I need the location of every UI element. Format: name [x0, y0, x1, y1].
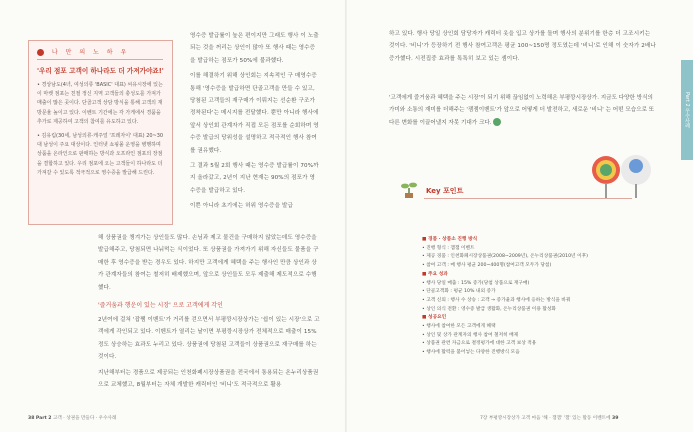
sprout-icon [400, 180, 418, 198]
left-footer [28, 415, 116, 421]
bullet-icon [37, 49, 44, 56]
key-line: • 고객 신뢰 : 행사 수 상승 : 고객 → 증가율과 행사에 응하는 방식을 바꿔 [422, 297, 571, 303]
key-points [404, 186, 636, 378]
page-number: 38 [28, 416, 35, 421]
key-title: Key 포인트 [426, 187, 464, 195]
key-line: • 행사 당일 매출 : 15% 증가(당첨 상품으로 재구매) [422, 280, 530, 286]
section-tab: Part 2 우수사례 [681, 60, 693, 160]
paragraph: 이를 해결하기 위해 상인회는 지속적인 구 매영수증 통해 '영수증을 발급하면 단골고객을 만들 수 있고, 당첨된 고객들의 재구매가 이뤄지는 선순환 구조가 정착된다'는 메시지를 전달했다. 뿐만 아니라 행사에 앞서 상인회 관계자가 직접 모든 점포를 순회하며 영수증 발급의 당위성을 설명하고 적극적인 행사 참여를 권유했다. [190, 73, 319, 154]
paragraph: 하고 있다. 행사 당일 상인회 담당자가 캐릭터 옷을 입고 상가를 돌며 행사의 분위기를 한층 더 고조시키는 것이다. '비니'가 등장하기 전 행사 참여고객은 평균 100~150명 정도였는데 '비니'로 인해 이 숫자가 2배나 증가했다. 시전집중 효과를 톡톡히 보고 있는 셈이다. [389, 31, 656, 62]
knowhow-header [37, 47, 129, 56]
left-para-2 [98, 314, 320, 394]
paragraph: 영수증 발급률이 높은 편이지만 그래도 행사 이 노출되는 것을 꺼리는 상인이 많아 또 행사 때는 영수증을 발급하는 점포가 50%에 불과했다. [190, 33, 319, 64]
footer-text: 고객 마음 '해 · 잼잼' '잼' 있는 활동 이벤트에 [521, 416, 611, 421]
left-column-2 [190, 30, 320, 216]
paragraph: 이쁜 아니라 초기에는 허위 영수증을 발급 [190, 203, 293, 210]
leaf-icon [493, 118, 501, 126]
left-para-1 [98, 232, 320, 297]
key-line: • 상품권 관련 자금으로 결정평가에 대한 고객 보상 적용 [422, 341, 537, 347]
knowhow-body [37, 81, 165, 183]
subheading: '즐거움과 행운이 있는 시장' 으로 고객에게 각인 [98, 302, 223, 309]
key-section-head: ■ 주요 성과 [422, 271, 448, 277]
knowhow-item: • 김유림(30세, 남성의류·캐주얼 '프레자이' 대표) 20~30대 남성이 주요 대상이다. 인터넷 쇼핑몰 운영을 병행하며 상품을 온라인으로 판매하는 방식과 오프라인 점포의 장점을 결합하고 있다. 우리 점포에 오는 고객들이 하나라도 더 가져갈 수 있도록 적극적으로 영수증을 발급해 드린다. [37, 133, 164, 176]
divider [424, 198, 632, 199]
key-line: • 상인 의식 전환 : 영수증 발급 생활화, 온누리상품권 이용 활성화 [422, 306, 556, 312]
divider [37, 59, 163, 60]
knowhow-title: '우리 점포 고객이 하나라도 더 가져가야죠!' [37, 67, 164, 75]
key-line: • 행사에 참여한 모든 고객에게 혜택 [422, 324, 496, 330]
key-section-head: ■ 성공요인 [422, 315, 447, 321]
paragraph: 지난해부터는 경품으로 제공되는 인천화폐시장상품권을 전국에서 통용되는 온누리상품권으로 교체했고, 8월부터는 자체 개발한 캐릭터인 '비니'도 적극적으로 활용 [98, 369, 319, 389]
paragraph: 해 상품권을 챙겨가는 상인들도 많다. 손님과 제고 물건을 구매하지 않았는데도 영수증을 발급해주고, 당첨되면 나눠먹는 식이었다. 또 상품권을 가져가기 위해 자신들도 물품을 구매한 후 영수증을 받는 경우도 있다. 하지만 고객에게 혜택을 주는 행사인 만큼 상인과 상가 관계자들의 참여는 철저히 배제했으며, 앞으로 상인들도 모두 제출해 제도적으로 수행했다. [98, 235, 319, 291]
key-list [422, 236, 642, 358]
paragraph: 2년여에 걸쳐 '잡쨈 이벤트'가 거리를 걷으면서 부평깡시장상가는 '쉽이 있는 시장'으로 고객에게 각인되고 있다. 이벤트가 열리는 날이면 부평깡시장상가 전체적으로 매출이 15% 정도 상승하는 효과도 누리고 있다. 상품권에 당첨된 고객들이 상품권으로 재구매를 하는 것이다. [98, 317, 320, 361]
key-section-head: ■ 경품 · 상품소 진행 방식 [422, 237, 478, 242]
knowhow-label: 나 만 의 노 하 우 [51, 49, 130, 56]
knowhow-item: • 경상남도(4녀, 여성의류 'BASIC' 대표) 씨유시장에 있는 이 마켓 점포는 친절 정신 지역 고객들의 충성도를 가져가 매출이 많은 곳이다. 단골고객 상담 방식을 통해 고객의 재방문율 높이고 있다. 이벤트 기간에는 각 가게에서 경품을 추가로 제공하여 고객의 참여를 유도하고 있다. [37, 82, 163, 125]
key-line: • 행사에 활력을 불어넣는 다양한 진행방식 모음 [422, 350, 520, 356]
paragraph: 그 결과 5월 2회 행사 때는 영수증 발급률이 70%까지 올라갔고, 2년이 지난 현재는 90%의 점포가 영수증을 발급하고 있다. [190, 163, 319, 194]
closing-paragraph [389, 92, 657, 129]
footer-chapter: 7장 부평깡시장상가 [480, 416, 520, 421]
page-gutter [345, 0, 347, 432]
key-line: • 상인 및 상가 관계자의 행사 참여 철저히 배제 [422, 332, 519, 338]
footer-text: 고객 · 상권을 만들다 · 우수사례 [52, 416, 117, 421]
key-line: • 제공 경품 : 인천화폐시장상품권(2008~2009년), 온누리상품권(2010년 이후) [422, 254, 588, 260]
page-number: 39 [612, 416, 619, 421]
key-line: • 진행 형식 : 잼잼 이벤트 [422, 245, 475, 251]
right-para-1 [389, 28, 657, 68]
right-footer [480, 415, 618, 421]
key-line: • 참여 고객 : 매 행사 평균 200~400명(참여고객 모두가 당첨) [422, 263, 552, 269]
part-label: Part 2 [35, 416, 52, 421]
quote-text: '고객에게 즐거움과 혜택을 주는 시장'이 되기 위해 끊임없이 노력해온 부평깡시장상가. 지금도 다양한 방식의 가미와 소통의 재미를 더해주는 '잼잼이벤트'가 앞으로 어떻게 더 발전하고, 새로운 '비니' 는 어떤 모습으로 또다른 변화를 이끌어낼지 자못 기대가 크다. [389, 95, 655, 126]
knowhow-box [28, 40, 173, 225]
key-line: • 단골고객화 : 평균 10% 내외 증가 [422, 289, 496, 295]
